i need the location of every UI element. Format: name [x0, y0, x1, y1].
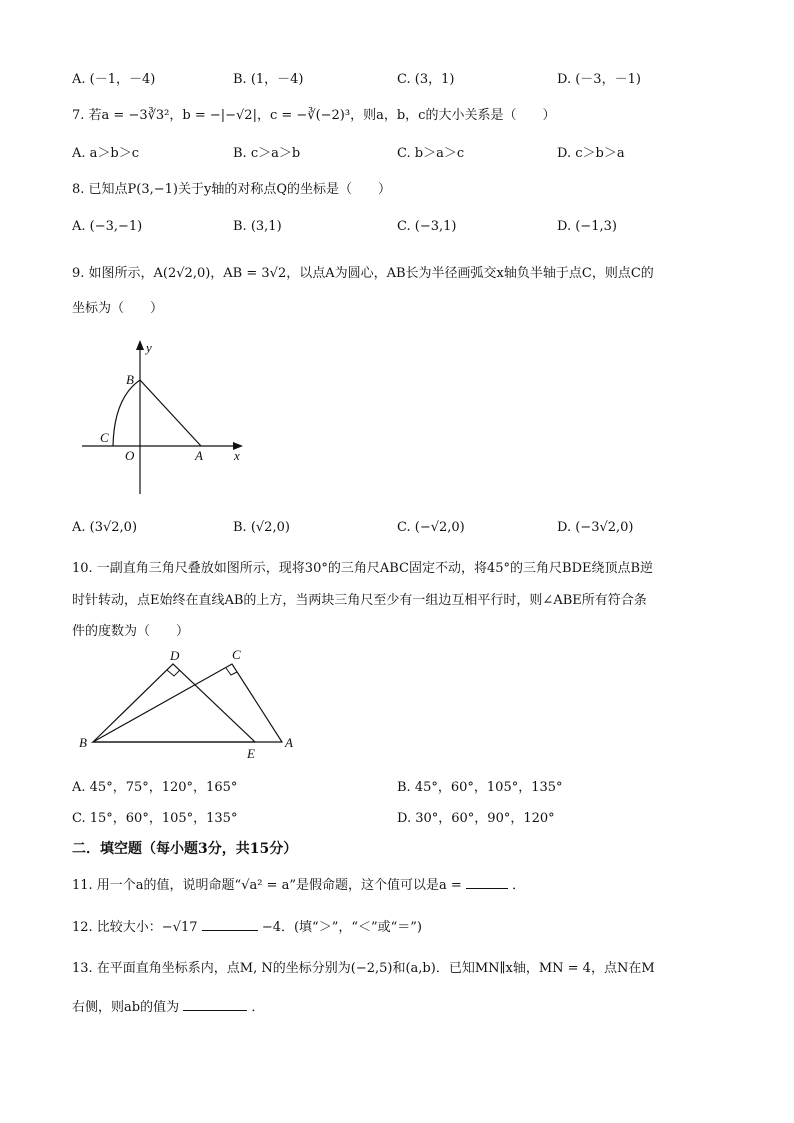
q7-option-d: D. c＞b＞a [557, 146, 625, 161]
q9-label-b: B [126, 372, 134, 387]
q10-label-c: C [232, 647, 241, 662]
q9-label-y: y [146, 340, 152, 355]
q10-right-angle-d [167, 670, 180, 676]
section-title: 二．填空题（每小题3分，共15分） [72, 841, 298, 857]
q8-stem: 8. 已知点P(3,−1)关于y轴的对称点Q的坐标是（ ） [72, 182, 391, 197]
q11-end: ． [512, 878, 526, 893]
q9-option-b: B. (√2,0) [233, 520, 290, 535]
q11-line [72, 874, 525, 893]
q6-option-c: C. (3，1) [397, 72, 455, 87]
q9-option-a: A. (3√2,0) [72, 520, 138, 535]
q10-label-e: E [247, 746, 255, 761]
q10-label-b: B [79, 735, 87, 750]
q12-answer-blank [202, 919, 258, 931]
q10-label-d: D [170, 648, 180, 663]
q7-option-a: A. a＞b＞c [72, 146, 140, 161]
q9-option-c: C. (−√2,0) [397, 520, 465, 535]
q9-option-d: D. (−3√2,0) [557, 520, 634, 535]
q10-stem-line3: 件的度数为（ ） [72, 624, 190, 639]
q10-label-a: A [285, 735, 293, 750]
q9-stem-line2: 坐标为（ ） [72, 301, 164, 316]
q13-line2-text: 右侧，则ab的值为 [72, 1000, 180, 1015]
q8-option-d: D. (−1,3) [557, 219, 617, 234]
q6-option-b: B. (1，－4) [233, 72, 304, 87]
q10-triangle-bca [93, 664, 282, 742]
q7-stem: 7. 若a = −3∛3²，b = −|−√2|，c = −∛(−2)³，则a，b，c的大小关系是（ ） [72, 108, 556, 123]
q9-stem-line1: 9. 如图所示，A(2√2,0)，AB = 3√2，以点A为圆心，AB长为半径画弧交x轴负半轴于点C，则点C的 [72, 266, 654, 281]
q11-answer-blank [466, 877, 508, 889]
q10-stem-line2: 时针转动，点E始终在直线AB的上方，当两块三角尺至少有一组边互相平行时，则∠ABE所有符合条 [72, 593, 647, 608]
q12-line [72, 916, 422, 935]
q13-line2 [72, 996, 264, 1015]
q7-option-b: B. c＞a＞b [233, 146, 301, 161]
q13-end: ． [251, 1000, 265, 1015]
q12-text-after: −4．(填“＞”，“＜”或“＝”) [261, 920, 422, 935]
q10-option-c: C. 15°，60°，105°，135° [72, 811, 238, 826]
q8-option-b: B. (3,1) [233, 219, 282, 234]
q10-option-b: B. 45°，60°，105°，135° [397, 780, 563, 795]
q13-answer-blank [183, 999, 247, 1011]
q13-line1: 13. 在平面直角坐标系内，点M, N的坐标分别为(−2,5)和(a,b)．已知MN∥x轴，MN = 4，点N在M [72, 961, 655, 976]
q12-text-before: 12. 比较大小：−√17 [72, 920, 198, 935]
q6-option-d: D. (－3，－1) [557, 72, 641, 87]
q8-option-c: C. (−3,1) [397, 219, 457, 234]
q9-label-o: O [125, 448, 135, 463]
q10-option-a: A. 45°，75°，120°，165° [72, 780, 238, 795]
q9-label-a: A [195, 448, 203, 463]
q10-option-d: D. 30°，60°，90°，120° [397, 811, 555, 826]
q6-option-a: A. (－1，－4) [72, 72, 156, 87]
q8-option-a: A. (−3,−1) [72, 219, 143, 234]
q10-stem-line1: 10. 一副直角三角尺叠放如图所示，现将30°的三角尺ABC固定不动，将45°的三角尺BDE绕顶点B逆 [72, 561, 654, 576]
q7-option-c: C. b＞a＞c [397, 146, 465, 161]
q11-text: 11. 用一个a的值，说明命题“√a² = a”是假命题，这个值可以是a = [72, 878, 462, 893]
q9-label-x: x [234, 448, 240, 463]
q9-label-c: C [100, 430, 109, 445]
